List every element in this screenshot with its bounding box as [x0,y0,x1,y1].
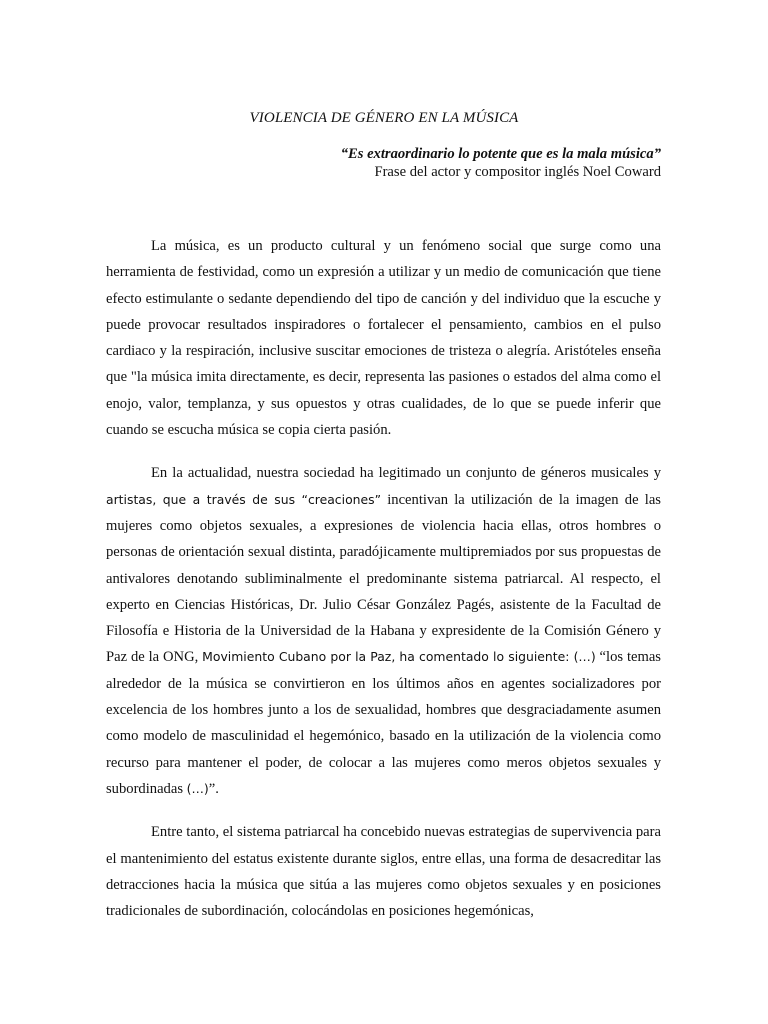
paragraph-2-part-f: (…) [186,780,209,796]
paragraph-3: Entre tanto, el sistema patriarcal ha concebido nuevas estrategias de supervivencia para el mantenimiento del estatus existente durante siglos, entre ellas, una forma de desacreditar las detracciones hacia la música que sitúa a las mujeres como objetos sexuales y en posiciones tradicionales de subordinación, colocándolas en posiciones hegemónicas, [106,824,661,920]
paragraph-2-part-a: En la actualidad, nuestra sociedad ha legitimado un conjunto de géneros musicales y [151,465,661,482]
document-body [106,233,661,941]
epigraph-quote: “Es extraordinario lo potente que es la mala música” [340,146,661,162]
paragraph-2-part-d: Movimiento Cubano por la Paz, ha comentado lo siguiente: (…) [202,649,596,665]
paragraph-1: La música, es un producto cultural y un fenómeno social que surge como una herramienta de festividad, como un expresión a utilizar y un medio de comunicación que tiene efecto estimulante o sedante dependiendo del tipo de canción y del individuo que la escuche y puede provocar resultados inspiradores o fortalecer el pensamiento, cambios en el pulso cardiaco y la respiración, inclusive suscitar emociones de tristeza o alegría. Aristóteles enseña que "la música imita directamente, es decir, representa las pasiones o estados del alma como el enojo, valor, templanza, y sus opuestos y otras cualidades, de lo que se puede inferir que cuando se escucha música se copia cierta pasión. [106,238,661,439]
epigraph-attribution: Frase del actor y compositor inglés Noel Coward [374,164,661,180]
paragraph-2-part-b: artistas, que a través de sus “creaciones” [106,491,381,507]
epigraph [341,145,661,181]
paragraph-2-part-c: incentivan la utilización de la imagen de las mujeres como objetos sexuales, a expresiones de violencia hacia ellas, otros hombres o personas de orientación sexual distinta, paradójicamente multipremiados por sus propuestas de antivalores denotando subliminalmente el predominante sistema patriarcal. Al respecto, el experto en Ciencias Históricas, Dr. Julio César González Pagés, asistente de la Facultad de Filosofía e Historia de la Universidad de la Habana y expresidente de la Comisión Género y Paz de la ONG, [106,491,661,666]
document-title: VIOLENCIA DE GÉNERO EN LA MÚSICA [249,110,519,126]
paragraph-2-part-g: ”. [208,780,219,797]
paragraph-2-part-e: “los temas alrededor de la música se convirtieron en los últimos años en agentes socializadores por excelencia de los hombres junto a los de sexualidad, hombres que desgraciadamente asumen como modelo de masculinidad el hegemónico, basado en la utilización de la violencia como recurso para mantener el poder, de colocar a las mujeres como meros objetos sexuales y subordinadas [106,649,661,797]
paragraph-2 [106,460,661,802]
